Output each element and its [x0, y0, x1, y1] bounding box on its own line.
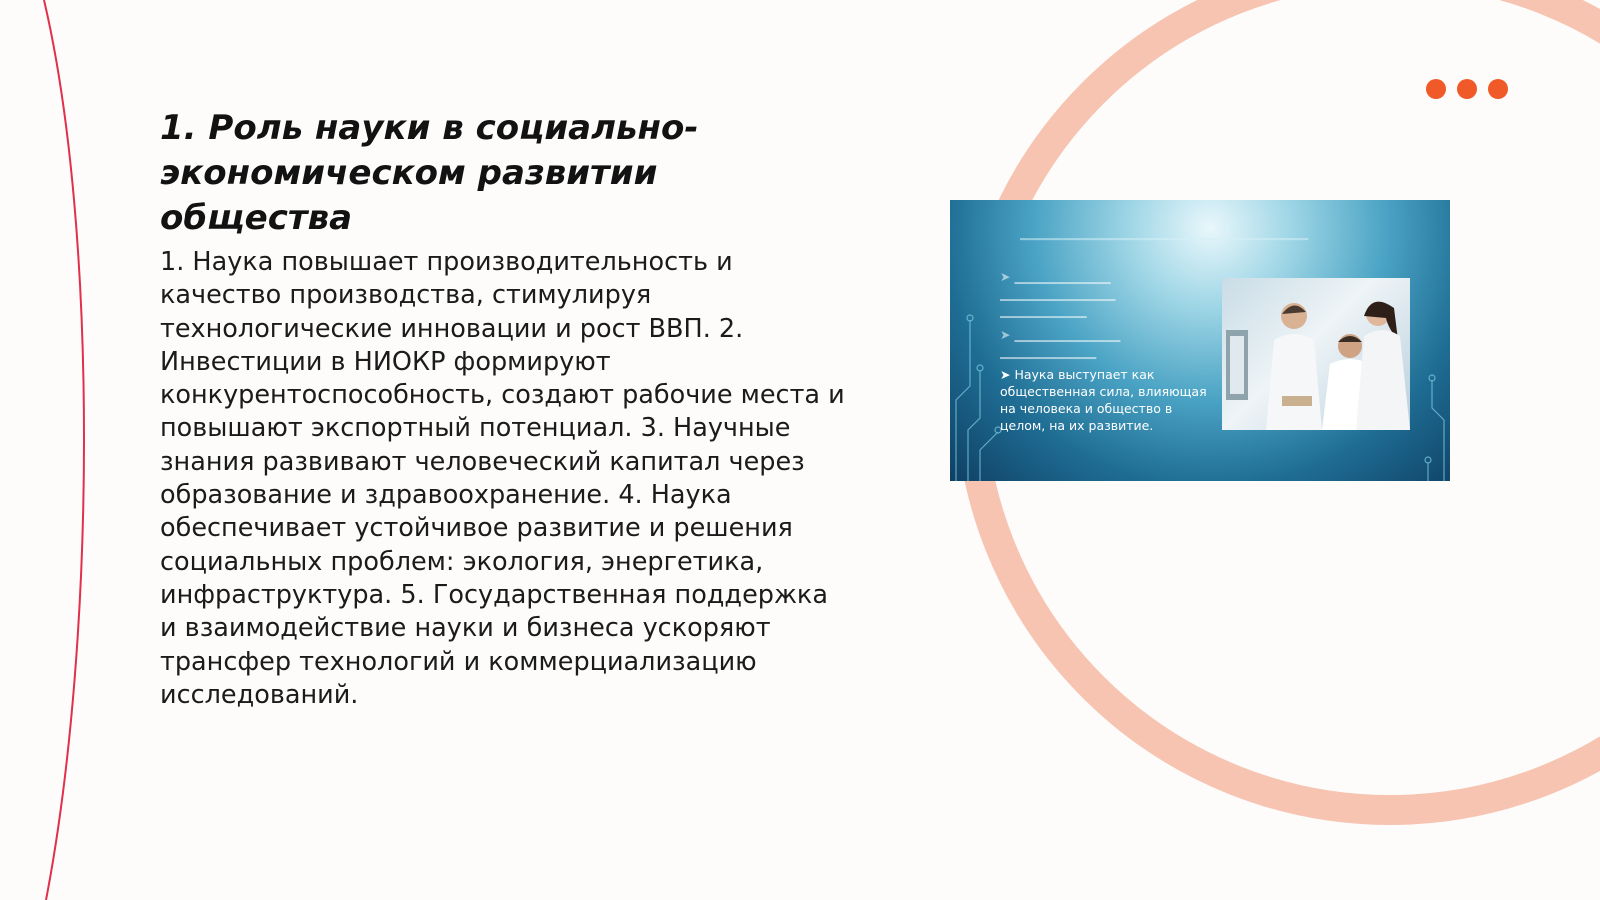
scientists-illustration — [1222, 278, 1410, 430]
thumbnail-title-blurred: ▁▁▁▁▁▁▁▁▁▁▁▁▁▁▁▁▁▁▁▁▁▁▁▁▁▁▁▁ — [1020, 226, 1309, 241]
embedded-slide-image — [950, 200, 1450, 481]
thumbnail-bullet-blurred-1: ➤ ▁▁▁▁▁▁▁▁▁▁ ▁▁▁▁▁▁▁▁▁▁▁▁ ▁▁▁▁▁▁▁▁▁ — [1000, 269, 1116, 318]
dot-1 — [1426, 79, 1446, 99]
left-red-curve — [44, 0, 84, 900]
slide-body-text: 1. Наука повышает производительность и качество производства, стимулируя технологические инновации и рост ВВП. 2. Инвестиции в НИОКР формируют конкурентоспособность, создают рабочие места и повышают экспортный потенциал. 3. Научные знания развивают человеческий капитал через образование и здравоохранение. 4. Наука обеспечивает устойчивое развитие и решения социальных проблем: экология, энергетика, инфраструктура. 5. Государственная поддержка и взаимодействие науки и бизнеса ускоряют трансфер технологий и коммерциализацию исследований. — [160, 247, 845, 710]
slide-title: 1. Роль науки в социально-экономическом развитии общества — [160, 108, 699, 238]
decorative-dots — [1426, 79, 1508, 99]
thumbnail-bullet-text: Наука выступает как общественная сила, влияющая на человека и общество в целом, на их развитие. — [1000, 367, 1207, 433]
thumbnail-bullet: ➤ Наука выступает как общественная сила, влияющая на человека и общество в целом, на их развитие. — [1000, 367, 1207, 433]
dot-2 — [1457, 79, 1477, 99]
thumbnail-bullet-blurred-2: ➤ ▁▁▁▁▁▁▁▁▁▁▁ ▁▁▁▁▁▁▁▁▁▁ — [1000, 327, 1121, 359]
dot-3 — [1488, 79, 1508, 99]
scientists-photo — [1222, 278, 1410, 430]
